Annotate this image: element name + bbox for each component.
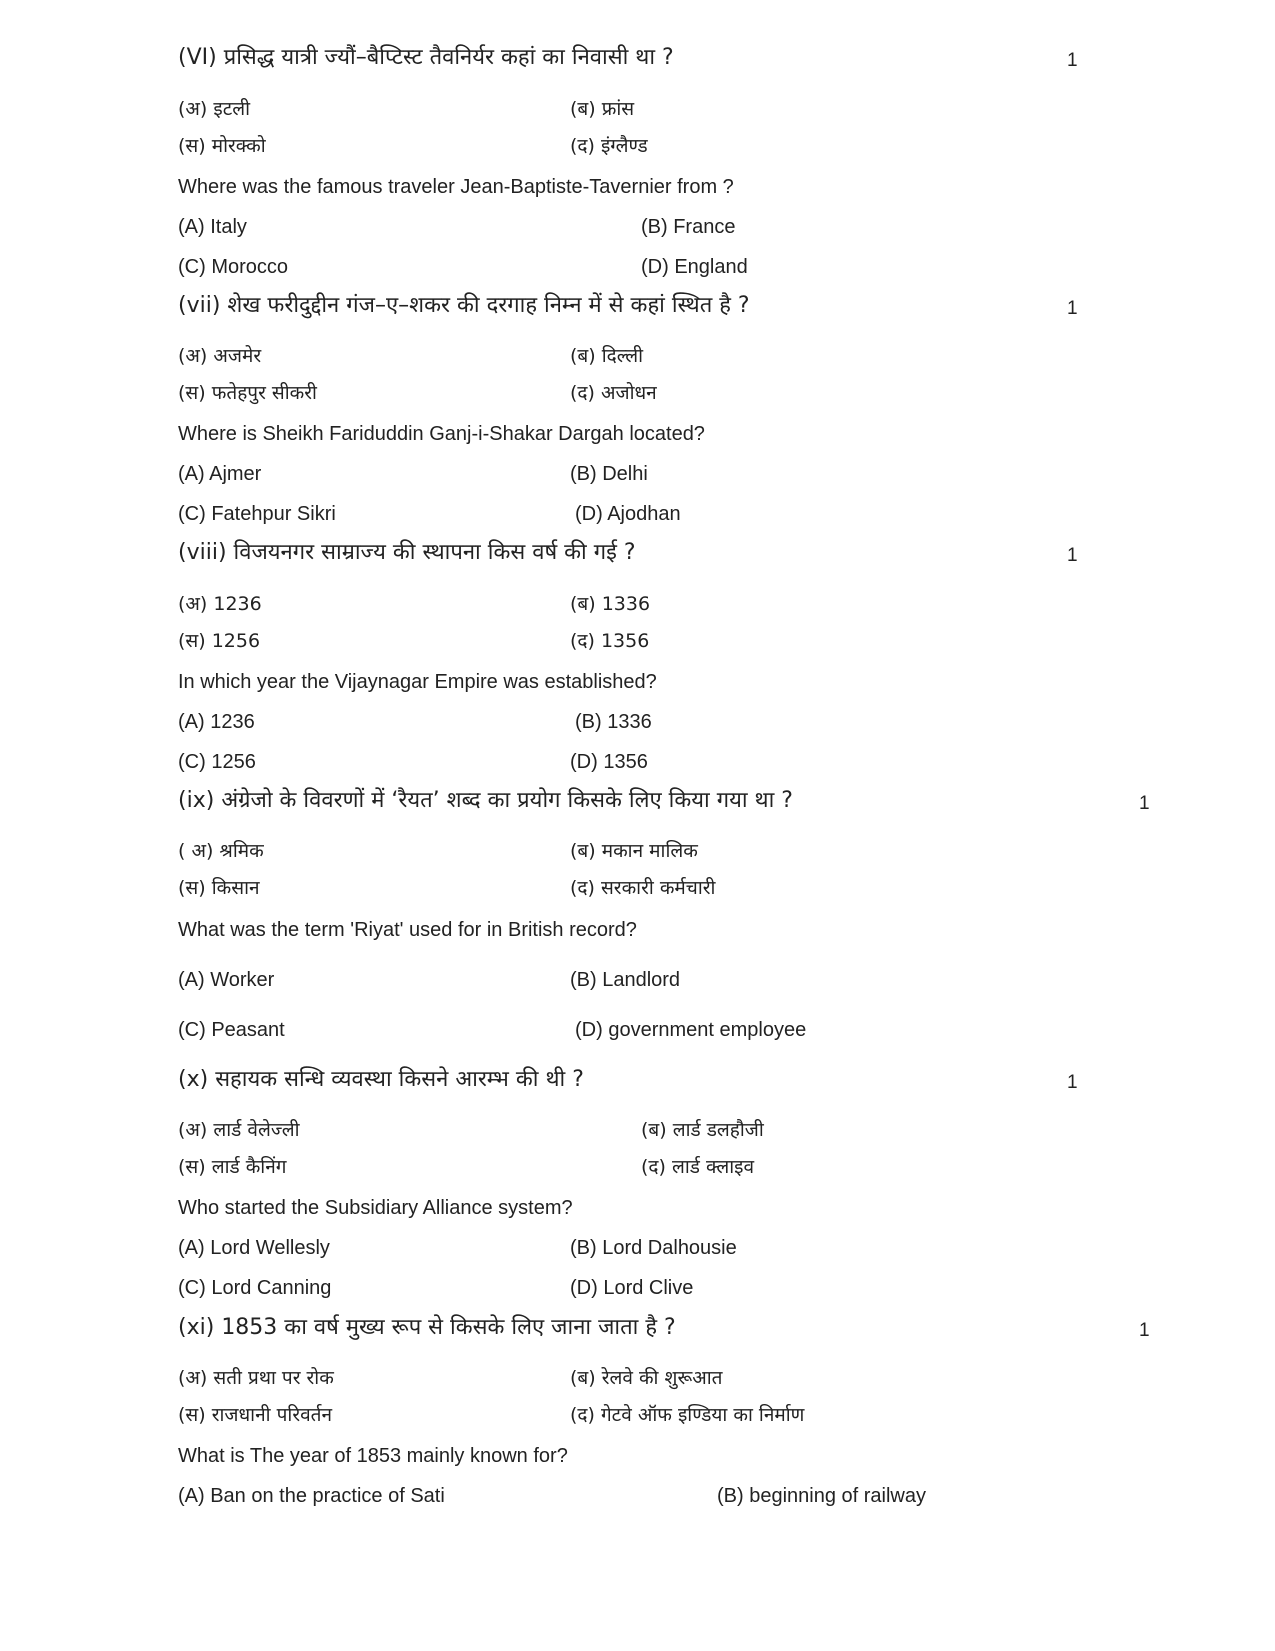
option-english-b: (B) Delhi <box>570 463 648 485</box>
option-hindi-c: (स) मोरक्को <box>178 135 266 157</box>
option-hindi-c: (स) फतेहपुर सीकरी <box>178 382 317 404</box>
option-english-c: (C) Peasant <box>178 1019 285 1041</box>
option-hindi-d: (द) गेटवे ऑफ इण्डिया का निर्माण <box>570 1404 805 1426</box>
question-text-hindi: 1853 का वर्ष मुख्य रूप से किसके लिए जाना जाता है ? <box>221 1315 676 1340</box>
marks-label: 1 <box>1067 545 1078 566</box>
option-hindi-c: (स) राजधानी परिवर्तन <box>178 1404 333 1426</box>
option-english-a: (A) Worker <box>178 969 275 991</box>
option-english-d: (D) government employee <box>575 1019 807 1041</box>
option-hindi-b: (ब) 1336 <box>570 593 651 615</box>
question-number: (x) <box>178 1067 209 1092</box>
option-english-a: (A) Ajmer <box>178 463 262 485</box>
marks-label: 1 <box>1139 1320 1150 1341</box>
option-hindi-a: (अ) लार्ड वेलेज्ली <box>178 1119 300 1141</box>
question-number: (vii) <box>178 293 221 318</box>
question-text-hindi: विजयनगर साम्राज्य की स्थापना किस वर्ष की गई ? <box>233 540 636 565</box>
question-text-english: What was the term 'Riyat' used for in British record? <box>178 919 637 941</box>
question-vii-hindi <box>178 295 750 317</box>
marks-label: 1 <box>1139 793 1150 814</box>
question-x-hindi <box>178 1069 584 1091</box>
option-hindi-b: (ब) दिल्ली <box>570 345 644 367</box>
option-english-d: (D) Ajodhan <box>575 503 681 525</box>
option-english-d: (D) 1356 <box>570 751 648 773</box>
option-hindi-b: (ब) फ्रांस <box>570 98 635 120</box>
question-number: (ix) <box>178 788 215 813</box>
option-hindi-a: (अ) 1236 <box>178 593 262 615</box>
option-english-b: (B) France <box>641 216 736 238</box>
option-english-b: (B) Lord Dalhousie <box>570 1237 737 1259</box>
question-text-hindi: शेख फरीदुद्दीन गंज–ए–शकर की दरगाह निम्न में से कहां स्थित है ? <box>227 293 750 318</box>
question-text-hindi: सहायक सन्धि व्यवस्था किसने आरम्भ की थी ? <box>215 1067 584 1092</box>
option-english-c: (C) 1256 <box>178 751 256 773</box>
option-english-a: (A) Ban on the practice of Sati <box>178 1485 445 1507</box>
option-hindi-a: ( अ) श्रमिक <box>178 840 264 862</box>
question-vi-hindi <box>178 47 674 69</box>
option-hindi-c: (स) 1256 <box>178 630 261 652</box>
question-text-english: In which year the Vijaynagar Empire was established? <box>178 671 657 693</box>
question-ix-hindi <box>178 790 793 812</box>
option-english-b: (B) beginning of railway <box>717 1485 926 1507</box>
option-hindi-b: (ब) मकान मालिक <box>570 840 698 862</box>
question-text-english: Where was the famous traveler Jean-Baptiste-Tavernier from ? <box>178 176 734 198</box>
question-text-english: Who started the Subsidiary Alliance system? <box>178 1197 573 1219</box>
option-english-c: (C) Fatehpur Sikri <box>178 503 336 525</box>
marks-label: 1 <box>1067 298 1078 319</box>
question-xi-hindi <box>178 1317 676 1339</box>
option-english-b: (B) 1336 <box>575 711 652 733</box>
option-hindi-d: (द) 1356 <box>570 630 650 652</box>
option-hindi-d: (द) सरकारी कर्मचारी <box>570 877 716 899</box>
option-hindi-a: (अ) इटली <box>178 98 251 120</box>
option-english-d: (D) England <box>641 256 748 278</box>
option-hindi-d: (द) अजोधन <box>570 382 657 404</box>
option-english-a: (A) Lord Wellesly <box>178 1237 330 1259</box>
question-viii-hindi <box>178 542 636 564</box>
question-text-hindi: प्रसिद्ध यात्री ज्यौं–बैप्टिस्ट तैवनिर्यर कहां का निवासी था ? <box>223 45 674 70</box>
option-hindi-c: (स) लार्ड कैनिंग <box>178 1156 287 1178</box>
option-hindi-d: (द) इंग्लैण्ड <box>570 135 648 157</box>
question-number: (xi) <box>178 1315 215 1340</box>
option-english-c: (C) Morocco <box>178 256 289 278</box>
option-hindi-c: (स) किसान <box>178 877 260 899</box>
option-english-d: (D) Lord Clive <box>570 1277 694 1299</box>
marks-label: 1 <box>1067 50 1078 71</box>
question-number: (viii) <box>178 540 227 565</box>
option-hindi-a: (अ) सती प्रथा पर रोक <box>178 1367 334 1389</box>
option-english-c: (C) Lord Canning <box>178 1277 332 1299</box>
question-text-hindi: अंग्रेजो के विवरणों में ‘रैयत’ शब्द का प्रयोग किसके लिए किया गया था ? <box>221 788 793 813</box>
marks-label: 1 <box>1067 1072 1078 1093</box>
question-text-english: Where is Sheikh Fariduddin Ganj-i-Shakar Dargah located? <box>178 423 705 445</box>
option-english-a: (A) Italy <box>178 216 247 238</box>
option-hindi-b: (ब) रेलवे की शुरूआत <box>570 1367 723 1389</box>
option-hindi-b: (ब) लार्ड डलहौजी <box>641 1119 764 1141</box>
option-hindi-a: (अ) अजमेर <box>178 345 262 367</box>
option-hindi-d: (द) लार्ड क्लाइव <box>641 1156 755 1178</box>
option-english-a: (A) 1236 <box>178 711 255 733</box>
question-text-english: What is The year of 1853 mainly known for? <box>178 1445 568 1467</box>
question-number: (VI) <box>178 45 217 70</box>
option-english-b: (B) Landlord <box>570 969 681 991</box>
